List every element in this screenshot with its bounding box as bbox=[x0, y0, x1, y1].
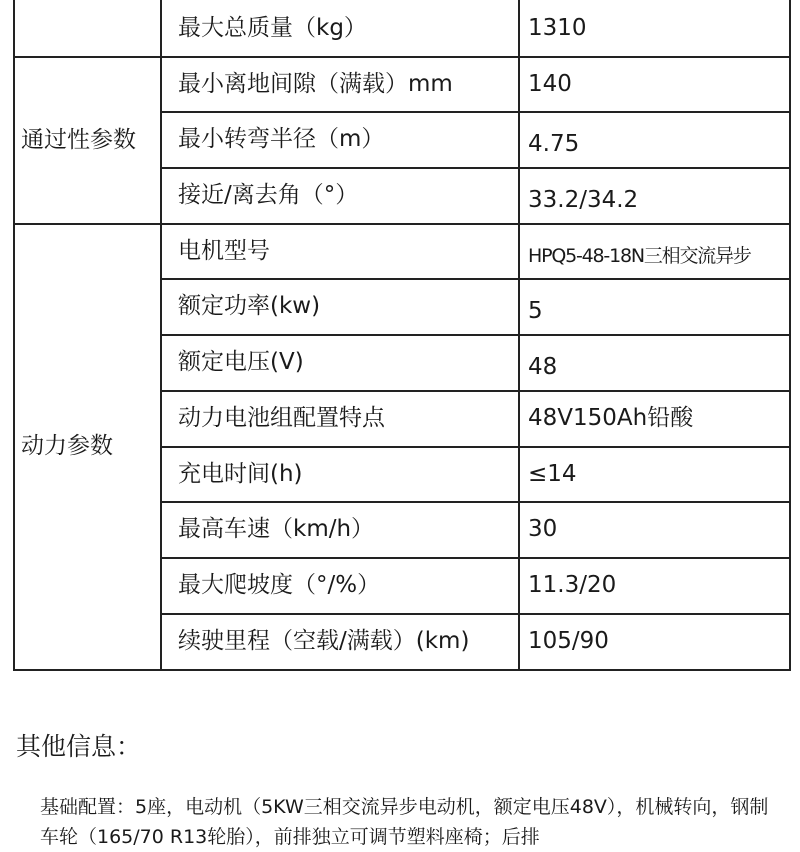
value-cell-approach-departure-angle: 33.2/34.2 bbox=[519, 168, 790, 224]
spec-table bbox=[13, 0, 791, 671]
table-row bbox=[14, 57, 790, 112]
value-cell-max-speed: 30 bbox=[519, 502, 790, 558]
other-info-heading: 其他信息： bbox=[16, 732, 142, 761]
category-cell-power: 动力参数 bbox=[14, 224, 161, 670]
param-cell-motor-model: 电机型号 bbox=[161, 224, 519, 279]
param-cell-max-speed: 最高车速（km/h） bbox=[161, 502, 519, 558]
table-row bbox=[14, 0, 790, 57]
param-cell-rated-voltage: 额定电压(V) bbox=[161, 335, 519, 391]
other-info-text: 基础配置：5座，电动机（5KW三相交流异步电动机，额定电压48V），机械转向，钢制车轮（165/70 R13轮胎），前排独立可调节塑料座椅；后排 bbox=[40, 796, 769, 848]
param-cell-rated-power: 额定功率(kw) bbox=[161, 279, 519, 335]
param-cell-max-gradeability: 最大爬坡度（°/%） bbox=[161, 558, 519, 614]
value-cell-turning-radius: 4.75 bbox=[519, 112, 790, 168]
value-cell-ground-clearance: 140 bbox=[519, 57, 790, 112]
category-cell bbox=[14, 0, 161, 57]
table-row bbox=[14, 224, 790, 279]
value-cell-rated-voltage: 48 bbox=[519, 335, 790, 391]
param-cell-ground-clearance: 最小离地间隙（满载）mm bbox=[161, 57, 519, 112]
category-cell-passability: 通过性参数 bbox=[14, 57, 161, 224]
param-cell-turning-radius: 最小转弯半径（m） bbox=[161, 112, 519, 168]
param-cell-max-total-mass: 最大总质量（kg） bbox=[161, 0, 519, 57]
value-cell-driving-range: 105/90 bbox=[519, 614, 790, 670]
value-cell-battery-config: 48V150Ah铅酸 bbox=[519, 391, 790, 447]
value-cell-rated-power: 5 bbox=[519, 279, 790, 335]
param-cell-approach-departure-angle: 接近/离去角（°） bbox=[161, 168, 519, 224]
param-cell-battery-config: 动力电池组配置特点 bbox=[161, 391, 519, 447]
value-cell-max-total-mass: 1310 bbox=[519, 0, 790, 57]
param-cell-driving-range: 续驶里程（空载/满载）(km) bbox=[161, 614, 519, 670]
value-cell-max-gradeability: 11.3/20 bbox=[519, 558, 790, 614]
value-cell-charging-time: ≤14 bbox=[519, 447, 790, 502]
value-cell-motor-model: HPQ5-48-18N三相交流异步 bbox=[519, 224, 790, 279]
param-cell-charging-time: 充电时间(h) bbox=[161, 447, 519, 502]
